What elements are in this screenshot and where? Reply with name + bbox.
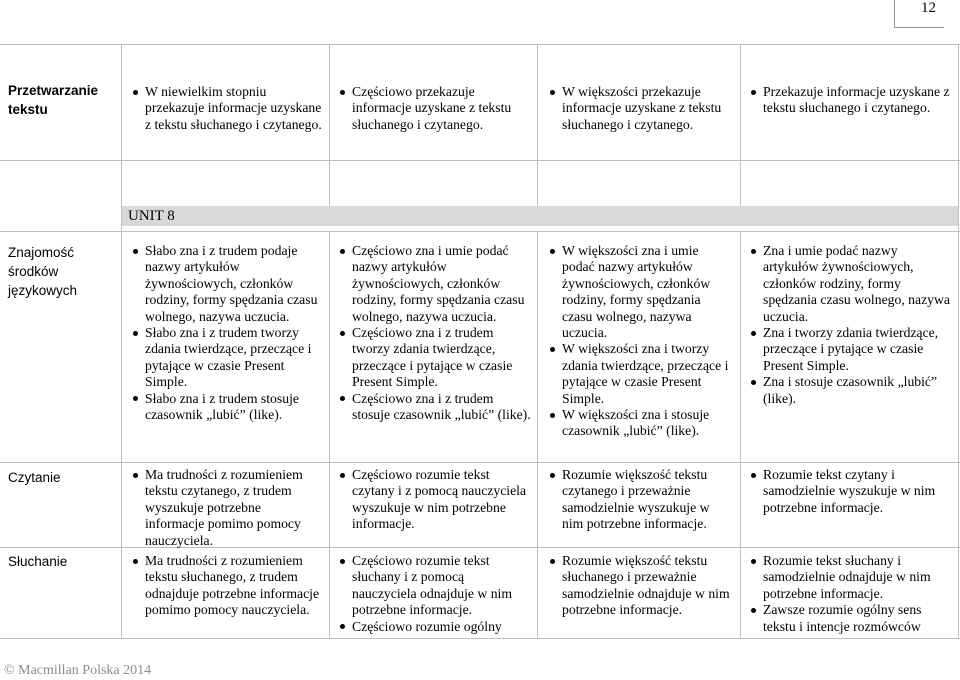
- list-item: Przekazuje informacje uzyskane z tekstu słuchanego i czytanego.: [749, 84, 954, 117]
- cell-sluchanie-4: [749, 553, 955, 635]
- table-divider-reading: [0, 462, 960, 463]
- unit-title: UNIT 8: [128, 208, 175, 224]
- cell-sluchanie-1: [131, 553, 323, 619]
- list-item: Częściowo zna i z trudem tworzy zdania twierdzące, przeczące i pytające w czasie Present Simple.: [338, 325, 532, 391]
- copyright-footer: © Macmillan Polska 2014: [4, 663, 152, 678]
- cell-czytanie-3: [548, 467, 734, 533]
- top-cell-3: [548, 84, 732, 133]
- table-right-border: [958, 44, 959, 638]
- list-item: Częściowo zna i umie podać nazwy artykułów żywnościowych, członków rodziny, formy spędzania czasu wolnego, nazywa uczucia.: [338, 243, 532, 325]
- table-divider-unit8: [0, 231, 960, 232]
- cell-czytanie-1: [131, 467, 323, 549]
- list-item: Zna i stosuje czasownik „lubić” (like).: [749, 374, 955, 407]
- list-item: W większości zna i stosuje czasownik „lubić” (like).: [548, 407, 734, 440]
- list-item: Słabo zna i z trudem stosuje czasownik „lubić” (like).: [131, 391, 323, 424]
- column-divider-2b: [329, 231, 330, 638]
- column-divider-4b: [740, 231, 741, 638]
- page-number-box: [894, 0, 944, 28]
- list-item: Częściowo rozumie ogólny: [338, 619, 532, 635]
- list-item: Rozumie większość tekstu słuchanego i przeważnie samodzielnie odnajduje w nim potrzebne informacje.: [548, 553, 734, 619]
- cell-znajomosc-1: [131, 243, 323, 423]
- list-item: Ma trudności z rozumieniem tekstu czytanego, z trudem wyszukuje potrzebne informacje pomimo pomocy nauczyciela.: [131, 467, 323, 549]
- page-number: 12: [921, 0, 936, 16]
- row-title-czytanie: Czytanie: [8, 470, 61, 485]
- list-item: Słabo zna i z trudem podaje nazwy artykułów żywnościowych, członków rodziny, formy spędzania czasu wolnego, nazywa uczucia.: [131, 243, 323, 325]
- cell-czytanie-4: [749, 467, 955, 516]
- column-divider-4: [740, 44, 741, 206]
- list-item: Rozumie większość tekstu czytanego i przeważnie samodzielnie wyszukuje w nim potrzebne informacje.: [548, 467, 734, 533]
- top-cell-2: [338, 84, 532, 133]
- list-item: Zna i umie podać nazwy artykułów żywnościowych, członków rodziny, formy spędzania czasu wolnego, nazywa uczucia.: [749, 243, 955, 325]
- list-item: Częściowo rozumie tekst czytany i z pomocą nauczyciela wyszukuje w nim potrzebne informacje.: [338, 467, 532, 533]
- list-item: W niewielkim stopniu przekazuje informacje uzyskane z tekstu słuchanego i czytanego.: [131, 84, 323, 133]
- row-title-sluchanie: Słuchanie: [8, 554, 68, 569]
- list-item: Rozumie tekst słuchany i samodzielnie odnajduje w nim potrzebne informacje.: [749, 553, 955, 602]
- table-bottom-border: [0, 638, 960, 639]
- list-item: Częściowo zna i z trudem stosuje czasownik „lubić” (like).: [338, 391, 532, 424]
- row-title-przetwarzanie: Przetwarzanie tekstu: [8, 83, 99, 117]
- list-item: Słabo zna i z trudem tworzy zdania twierdzące, przeczące i pytające w czasie Present Simple.: [131, 325, 323, 391]
- list-item: Zna i tworzy zdania twierdzące, przeczące i pytające w czasie Present Simple.: [749, 325, 955, 374]
- list-item: Rozumie tekst czytany i samodzielnie wyszukuje w nim potrzebne informacje.: [749, 467, 955, 516]
- list-item: Częściowo rozumie tekst słuchany i z pomocą nauczyciela odnajduje w nim potrzebne informacje.: [338, 553, 532, 619]
- column-divider-2: [329, 44, 330, 206]
- top-cell-1: [131, 84, 323, 133]
- cell-znajomosc-4: [749, 243, 955, 407]
- cell-znajomosc-3: [548, 243, 734, 440]
- table-top-border: [0, 44, 960, 45]
- table-divider-top-section: [0, 160, 960, 161]
- row-title-znajomosc: Znajomość środków językowych: [8, 245, 78, 298]
- list-item: Ma trudności z rozumieniem tekstu słuchanego, z trudem odnajduje potrzebne informacje pomimo pomocy nauczyciela.: [131, 553, 323, 619]
- unit-heading-bar: [122, 206, 958, 226]
- list-item: W większości przekazuje informacje uzyskane z tekstu słuchanego i czytanego.: [548, 84, 732, 133]
- list-item: W większości zna i umie podać nazwy artykułów żywnościowych, członków rodziny, formy spędzania czasu wolnego, nazywa uczucia.: [548, 243, 734, 341]
- list-item: Zawsze rozumie ogólny sens tekstu i intencje rozmówców: [749, 602, 955, 635]
- top-cell-4: [749, 84, 954, 117]
- cell-czytanie-2: [338, 467, 532, 533]
- list-item: Częściowo przekazuje informacje uzyskane z tekstu słuchanego i czytanego.: [338, 84, 532, 133]
- column-divider-3: [537, 44, 538, 206]
- column-divider-1: [121, 44, 122, 638]
- cell-znajomosc-2: [338, 243, 532, 423]
- list-item: W większości zna i tworzy zdania twierdzące, przeczące i pytające w czasie Present Simple.: [548, 341, 734, 407]
- cell-sluchanie-3: [548, 553, 734, 619]
- cell-sluchanie-2: [338, 553, 532, 635]
- column-divider-3b: [537, 231, 538, 638]
